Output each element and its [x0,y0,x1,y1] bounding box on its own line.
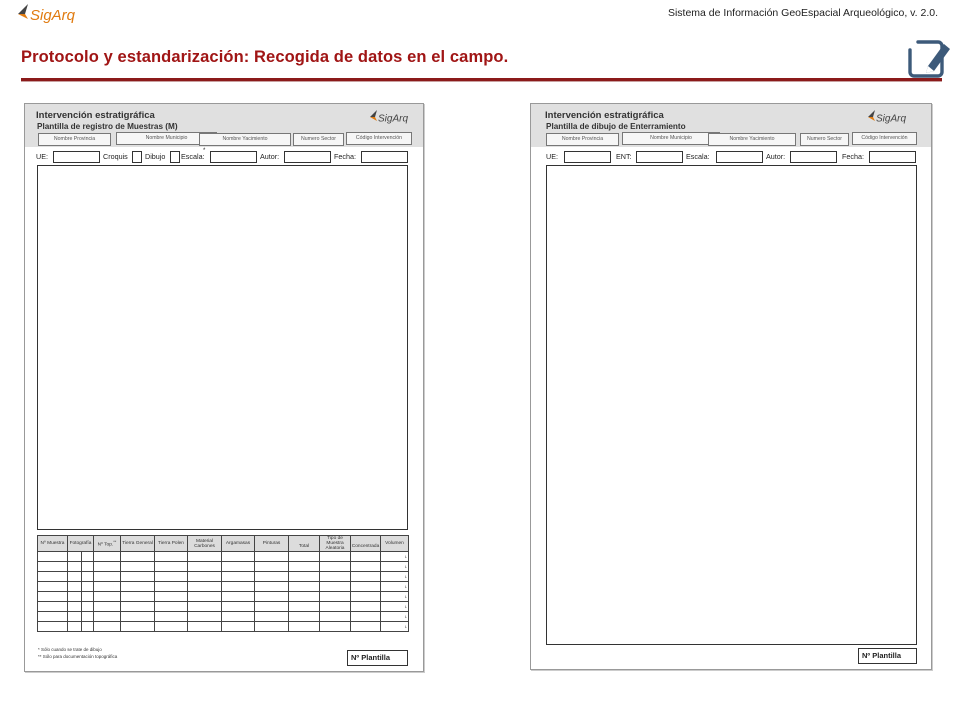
table-cell[interactable] [38,572,68,582]
logo-text: SigArq [30,7,76,24]
sheet-subtitle: Plantilla de registro de Muestras (M) [37,122,178,131]
table-cell[interactable] [255,562,289,572]
volume-cell[interactable]: L [381,572,409,582]
table-cell[interactable] [82,582,94,592]
volume-cell[interactable]: L [381,612,409,622]
page-title: Protocolo y estandarización: Recogida de datos en el campo. [21,48,509,66]
table-cell[interactable] [289,622,320,632]
table-cell[interactable] [155,582,188,592]
table-cell[interactable] [188,612,222,622]
table-cell[interactable] [188,582,222,592]
autor-label: Autor: [766,152,786,161]
table-cell[interactable] [155,552,188,562]
field-yacimiento: Nombre Yacimiento [708,133,796,146]
sigarq-logo [16,2,90,24]
table-cell[interactable] [255,572,289,582]
ue-label: UE: [36,152,48,161]
table-cell[interactable] [94,582,121,592]
field-intervencion: Código Intervención [346,132,412,145]
sheet-title: Intervención estratigráfica [545,110,664,121]
table-cell[interactable] [121,552,155,562]
fecha-label: Fecha: [334,152,356,161]
table-cell[interactable] [222,552,255,562]
th-muestra: Nº Muestra [38,536,68,552]
escala-input[interactable] [716,151,763,163]
top-footnote-mark: ** [113,539,117,545]
th-material: Material Carbones [188,536,222,552]
th-argamasas: Argamasas [222,536,255,552]
field-municipio: Nombre Municipio [116,132,217,145]
fecha-input[interactable] [869,151,916,163]
table-cell[interactable] [94,572,121,582]
footnote-topografica: ** Sólo para documentación topográfica [38,654,118,659]
table-cell[interactable] [94,562,121,572]
table-cell[interactable] [222,562,255,572]
plantilla-number-field[interactable]: Nº Plantilla [347,650,408,666]
table-cell[interactable] [38,552,68,562]
table-cell[interactable] [289,552,320,562]
escala-label: Escala: [686,152,710,161]
th-top: Nº Top.** [94,536,121,552]
autor-input[interactable] [284,151,331,163]
table-cell[interactable] [255,612,289,622]
table-cell[interactable] [38,592,68,602]
table-cell[interactable] [289,612,320,622]
table-cell[interactable] [351,602,381,612]
system-version-text: Sistema de Información GeoEspacial Arqueológico, v. 2.0. [667,7,938,19]
table-cell[interactable] [121,592,155,602]
table-row [38,562,409,572]
table-cell[interactable] [255,602,289,612]
ue-input[interactable] [564,151,611,163]
fecha-label: Fecha: [842,152,864,161]
autor-input[interactable] [790,151,837,163]
table-cell[interactable] [222,612,255,622]
ue-input[interactable] [53,151,100,163]
th-concentrada: Concentrada [351,536,381,552]
table-cell[interactable] [121,562,155,572]
table-cell[interactable] [222,622,255,632]
th-pinturas: Pinturas [255,536,289,552]
table-cell[interactable] [82,622,94,632]
croquis-checkbox[interactable] [132,151,142,163]
sheet-title: Intervención estratigráfica [36,110,155,121]
field-intervencion: Código Intervención [852,132,917,145]
table-cell[interactable] [155,562,188,572]
sample-record-sheet [24,103,424,672]
burial-drawing-sheet [530,103,932,670]
table-cell[interactable] [320,592,351,602]
table-cell[interactable] [121,622,155,632]
table-cell[interactable] [289,562,320,572]
table-cell[interactable] [121,612,155,622]
field-yacimiento: Nombre Yacimiento [199,133,291,146]
table-cell[interactable] [68,602,82,612]
table-cell[interactable] [188,552,222,562]
fecha-input[interactable] [361,151,408,163]
table-cell[interactable] [289,602,320,612]
field-provincia: Nombre Provincia [38,133,111,146]
table-cell[interactable] [255,582,289,592]
table-cell[interactable] [68,562,82,572]
table-cell[interactable] [38,562,68,572]
table-cell[interactable] [94,552,121,562]
table-cell[interactable] [38,582,68,592]
sheet-sigarq-logo [369,109,415,124]
autor-label: Autor: [260,152,280,161]
table-cell[interactable] [289,572,320,582]
ent-label: ENT: [616,152,632,161]
table-cell[interactable] [82,562,94,572]
table-cell[interactable] [188,592,222,602]
table-cell[interactable] [351,622,381,632]
croquis-label: Croquis [103,152,128,161]
svg-text:SigArq: SigArq [378,113,409,124]
volume-cell[interactable]: L [381,622,409,632]
table-cell[interactable] [82,552,94,562]
volume-cell[interactable]: L [381,552,409,562]
escala-footnote-mark: * [203,148,206,154]
table-cell[interactable] [94,592,121,602]
sheet-sigarq-logo [867,109,913,124]
table-cell[interactable] [222,602,255,612]
table-row [38,622,409,632]
table-cell[interactable] [68,572,82,582]
plantilla-number-field[interactable]: Nº Plantilla [858,648,917,664]
table-cell[interactable] [68,592,82,602]
table-cell[interactable] [255,552,289,562]
table-cell[interactable] [222,572,255,582]
table-cell[interactable] [222,582,255,592]
table-row [38,552,409,562]
th-fotografia: Fotografía [68,536,94,552]
field-provincia: Nombre Provincia [546,133,619,146]
table-cell[interactable] [320,572,351,582]
table-row [38,612,409,622]
footnote-dibujo: * Sólo cuando se trate de dibujo [38,647,102,652]
table-cell[interactable] [82,612,94,622]
table-cell[interactable] [155,592,188,602]
volume-cell[interactable]: L [381,562,409,572]
table-cell[interactable] [121,602,155,612]
table-cell[interactable] [38,622,68,632]
volume-cell[interactable]: L [381,592,409,602]
title-divider-shadow [21,81,942,82]
escala-label: Escala: [181,152,205,161]
table-cell[interactable] [351,552,381,562]
table-cell[interactable] [68,622,82,632]
dibujo-checkbox[interactable] [170,151,180,163]
table-cell[interactable] [82,602,94,612]
table-cell[interactable] [121,572,155,582]
table-cell[interactable] [82,592,94,602]
ent-input[interactable] [636,151,683,163]
table-cell[interactable] [289,582,320,592]
table-cell[interactable] [121,582,155,592]
escala-input[interactable] [210,151,257,163]
field-sector: Numero Sector [800,133,849,146]
table-cell[interactable] [320,582,351,592]
table-cell[interactable] [94,602,121,612]
table-cell[interactable] [255,592,289,602]
pencil-on-paper-icon [904,36,952,80]
drawing-area[interactable] [37,165,408,530]
table-cell[interactable] [155,622,188,632]
table-cell[interactable] [82,572,94,582]
table-row [38,582,409,592]
svg-text:SigArq: SigArq [876,113,907,124]
volume-cell[interactable]: L [381,602,409,612]
table-cell[interactable] [320,602,351,612]
th-aleatoria: Tipo de Muestra Aleatoria [320,536,351,552]
field-sector: Numero Sector [293,133,344,146]
table-cell[interactable] [38,602,68,612]
table-cell[interactable] [351,582,381,592]
volume-cell[interactable]: L [381,582,409,592]
table-row [38,602,409,612]
table-cell[interactable] [155,602,188,612]
table-cell[interactable] [188,562,222,572]
ue-label: UE: [546,152,558,161]
dibujo-label: Dibujo [145,152,166,161]
table-cell[interactable] [320,552,351,562]
table-cell[interactable] [188,622,222,632]
table-cell[interactable] [320,622,351,632]
table-row [38,572,409,582]
table-cell[interactable] [351,592,381,602]
th-volumen: Volumen [381,536,409,552]
table-cell[interactable] [289,592,320,602]
table-cell[interactable] [155,612,188,622]
table-cell[interactable] [188,572,222,582]
field-municipio: Nombre Municipio [622,132,720,145]
table-cell[interactable] [68,552,82,562]
table-cell[interactable] [38,612,68,622]
th-total: Total [289,536,320,552]
th-tierra-general: Tierra General [121,536,155,552]
table-cell[interactable] [188,602,222,612]
table-cell[interactable] [351,572,381,582]
th-tipo-muestra: Tipo de Muestra [326,536,344,546]
table-cell[interactable] [94,622,121,632]
table-cell[interactable] [351,562,381,572]
table-cell[interactable] [320,562,351,572]
table-cell[interactable] [94,612,121,622]
th-tierra-polen: Tierra Polen [155,536,188,552]
table-row [38,592,409,602]
sheet-subtitle: Plantilla de dibujo de Enterramiento [546,122,686,131]
table-cell[interactable] [222,592,255,602]
table-cell[interactable] [320,612,351,622]
table-cell[interactable] [68,612,82,622]
drawing-area[interactable] [546,165,917,645]
table-cell[interactable] [155,572,188,582]
table-cell[interactable] [255,622,289,632]
samples-table [37,535,409,632]
table-cell[interactable] [351,612,381,622]
table-cell[interactable] [68,582,82,592]
